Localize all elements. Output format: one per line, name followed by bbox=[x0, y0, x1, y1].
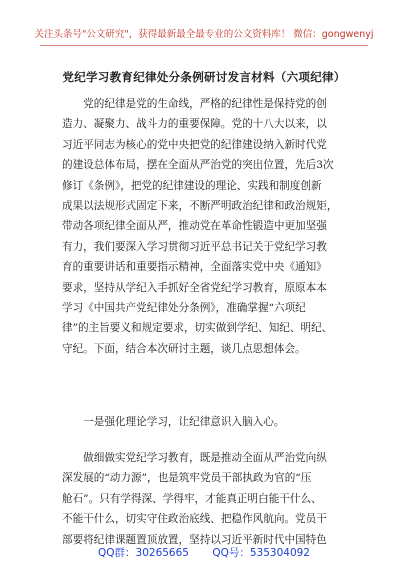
text-line: 有力，我们要深入学习贯彻习近平总书记关于党纪学习教 bbox=[62, 240, 327, 253]
text-line: 深发展的“动力源”，也是筑牢党员干部执政为官的“压 bbox=[62, 472, 312, 485]
text-line: 守纪。下面，结合本次研讨主题，谈几点思想体会。 bbox=[62, 342, 306, 355]
text-line: 的建设总体布局，摆在全面从严治党的突出位置，先后3次 bbox=[62, 159, 334, 172]
text-line: 成果以法规形式固定下来，不断严明政治纪律和政治规矩， bbox=[62, 199, 338, 212]
text-line: 不能干什么，切实守住政治底线、把稳作风航向。党员干 bbox=[62, 513, 327, 526]
paragraph-1 bbox=[62, 94, 352, 359]
text-line: 党的纪律是党的生命线，严格的纪律性是保持党的创 bbox=[62, 98, 327, 110]
qq-group-number: QQ群：30265665 bbox=[98, 547, 189, 559]
text-line: 律”的主旨要义和规定要求，切实做到学纪、知纪、明纪、 bbox=[62, 322, 333, 335]
qq-number: QQ号：535304092 bbox=[212, 547, 310, 559]
paragraph-2-heading bbox=[62, 412, 352, 432]
text-line: 要求，坚持从学纪入手抓好全省党纪学习教育，原原本本 bbox=[62, 281, 327, 294]
header-notice: 关注头条号"公文研究"，获得最新最全最专业的公文资料库！ 微信：gongwenyj bbox=[34, 29, 374, 40]
header-divider bbox=[40, 45, 368, 46]
text-line: 一是强化理论学习，让纪律意识入脑入心。 bbox=[62, 416, 285, 428]
text-line: 带动各项纪律全面从严，推动党在革命性锻造中更加坚强 bbox=[62, 220, 327, 233]
footer-contact bbox=[0, 545, 408, 560]
text-line: 舱石”。只有学得深、学得牢，才能真正明白能干什么、 bbox=[62, 492, 322, 505]
text-line: 部要将纪律课题置顶放置，坚持以习近平新时代中国特色 bbox=[62, 533, 327, 546]
document-title: 党纪学习教育纪律处分条例研讨发言材料（六项纪律） bbox=[62, 70, 346, 84]
text-line: 修订《条例》，把党的纪律建设的理论、实践和制度创新 bbox=[62, 179, 322, 192]
text-line: 学习《中国共产党纪律处分条例》，准确掌握“六项纪 bbox=[62, 301, 306, 314]
paragraph-3 bbox=[62, 448, 352, 550]
text-line: 习近平同志为核心的党中央把党的纪律建设纳入新时代党 bbox=[62, 138, 327, 151]
text-line: 造力、凝聚力、战斗力的重要保障。党的十八大以来，以 bbox=[62, 118, 327, 131]
text-line: 育的重要讲话和重要指示精神，全面落实党中央《通知》 bbox=[62, 261, 327, 274]
text-line: 做细做实党纪学习教育，既是推动全面从严治党向纵 bbox=[62, 452, 327, 464]
